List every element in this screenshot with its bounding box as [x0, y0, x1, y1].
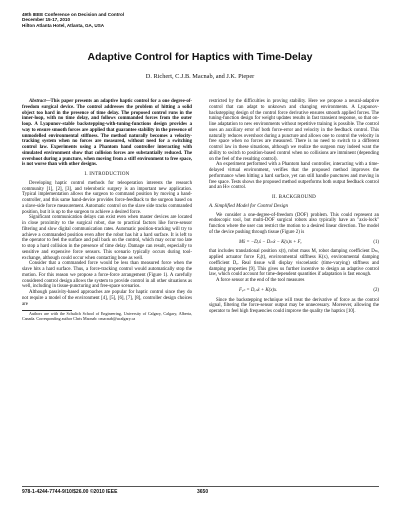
abstract-lead: Abstract	[29, 99, 46, 104]
equation-2-number: (2)	[373, 287, 379, 293]
conference-name: 49th IEEE Conference on Decision and Control	[22, 12, 125, 17]
abstract	[22, 99, 192, 168]
author-affiliation-footnote: Authors are with the Schulich School of Engineering, University of Calgary, Calgary, Alberta, Canada. Corresponding author Chris Macnab: cmacnab@ucalgary.ca	[22, 311, 192, 322]
section-heading-background: II. BACKGROUND	[272, 195, 316, 200]
equation-1-body: Mẍ = −Dₑẋ − Dₘẋ − K(x)x + Fₑ	[239, 239, 302, 245]
intro-paragraph-2: Significant communication delays can exist even when master devices are located in close proximity to the surgical robot, due to practical factors like force-sensor filtering and slow digital communication rates. Automatic position-tracking will try to achieve a commanded position even after the robot has hit a hard surface. It is left to the operator to feel the surface and pull back on the control, which may occur too late to stop a hard collision in the presence of time delay. Damage can result, especially to sensitive and expensive force sensors. This scenario typically occurs during tool-exchange, although could occur when contacting bone as well.	[22, 215, 192, 261]
intro-paragraph-4: Although passivity-based approaches are popular for haptic control since they do not require a model of the environment [4], [5], [6], [7], [8], controller design choices are	[22, 290, 192, 307]
conference-dates: December 15-17, 2010	[22, 17, 71, 23]
equation-1-number: (1)	[373, 239, 379, 245]
abstract-text: —This paper presents an adaptive haptic control for a one degree-of-freedom surgical device. The control addresses the problem of hitting a solid object too hard in the presence of time delay. The proposed control runs in the inner-loop, with no time delay, and follows commanded forces from the outer loop. A Lyapunov-stable backstepping-with-tuning-functions design provides a way to ensure smooth forces are applied that guarantee stability in the presence of unmodelled environmental stiffness. The method naturally becomes a velocity-tracking system when no forces are measured, without need for a switching control law. Experiments using a Phantom hand controller interacting with simulated environment show that collision forces are substantially reduced. The overshoot during a puncture, when moving from a stiff environment to free space, is not worse than with other designs.	[22, 99, 192, 168]
footer-divider	[22, 486, 379, 487]
body-paragraph-2: An experiment performed with a Phantom hand controller, interacting with a time-delayed virtual environment, verifies that the proposed method improves the performance when hitting a hard surface, yet can still handle punctures and moving in free space. Tests shows the proposed method outperforms both output feedback control and an H∞ control.	[209, 162, 379, 191]
conference-venue: Hilton Atlanta Hotel, Atlanta, GA, USA	[22, 22, 105, 28]
equation-1	[209, 240, 379, 246]
section-heading-introduction: I. INTRODUCTION	[84, 172, 130, 177]
body-paragraph-1: restricted by the difficulties in proving stability. Here we propose a neural-adaptive control that can adapt to unknown and changing environments. A Lyapunov-backstepping design of the control force derivative ensures smooth applied forces. The tuning-function design for weight updates results in fast transient response, so that on-line adaptation to new environments without repetitive training is possible. The control uses an auxiliary error of both force-error and velocity in the feedback control. This naturally reduces overshoot during a puncture and allows one to control the velocity in free space when no forces are measured. There is no need to switch to a different control law in these situations, although we realize the surgeon may indeed want the ability to switch to position-based control when no collisions are imminent (depending on the feel of the resulting control).	[209, 99, 379, 162]
intro-paragraph-1: Developing haptic control methods for teleoperation interests the research community [1], [2], [3], and telerobotic surgery is an important new application. Typical implementation allows the surgeon to command position by moving a hand-controller, and this same hand-device provides force-feedback to the surgeon based on a slave-side force measurement. Automatic control on the slave side tracks commanded position, but it is up to the surgeon to achieve a desired force.	[22, 180, 192, 215]
subsection-heading-model: A. Simplified Model for Control Design	[209, 203, 288, 209]
right-column	[209, 99, 379, 315]
background-paragraph-3: A force sensor at the end of the tool measures	[216, 278, 305, 283]
background-paragraph-4: Since the backstepping technique will treat the derivative of force as the control signal, filtering the force-sensor output may be unnecessary. Moreover, allowing the operator to feel high frequencies could improve the quality the haptics [10].	[209, 297, 379, 314]
equation-2-body: Fₑₙ = Dₑₙẋ + K(x)x.	[239, 287, 278, 293]
conference-header	[22, 12, 222, 28]
page-number: 3650	[197, 489, 209, 495]
left-column	[22, 99, 192, 322]
intro-paragraph-3: Consider that a commanded force would be less than measured force when the slave hits a hard surface. Thus, a force-tracking control would automatically stop the motion. For this reason we propose a force-force arrangement (Figure 1). A carefully considered control design allows the system to provide control in all other situations as well, including in tissue-puncturing and free-space scenarios.	[22, 261, 192, 290]
paper-title: Adaptive Control for Haptics with Time-Delay	[87, 51, 313, 63]
author-list: D. Richert, C.J.B. Macnab, and J.K. Pieper	[145, 73, 255, 80]
background-paragraph-1: We consider a one-degree-of-freedom (DOF) problem. This could represent an endoscopic tool, but multi-DOF surgical robots also typically have an "axis-lock" function where the user can restrict the motion to a desired linear direction. The model of the device pushing through tissue (Figure 2) is	[209, 212, 379, 235]
equation-2	[209, 288, 379, 294]
footer-isbn: 978-1-4244-7744-9/10/$26.00 ©2010 IEEE	[22, 489, 118, 495]
background-paragraph-2: that includes translational position x(t), robot mass M, robot damping coefficient Dₘ, applied actuator force Fₑ(t), environmental stiffness K(x), environmental damping coefficient Dₑ. Real tissue will display viscoelastic (time-varying) stiffness and damping properties [9]. This gives us further incentive to design an adaptive control law, which could account for time-dependent quantities if adaptation is fast enough.	[209, 249, 379, 278]
